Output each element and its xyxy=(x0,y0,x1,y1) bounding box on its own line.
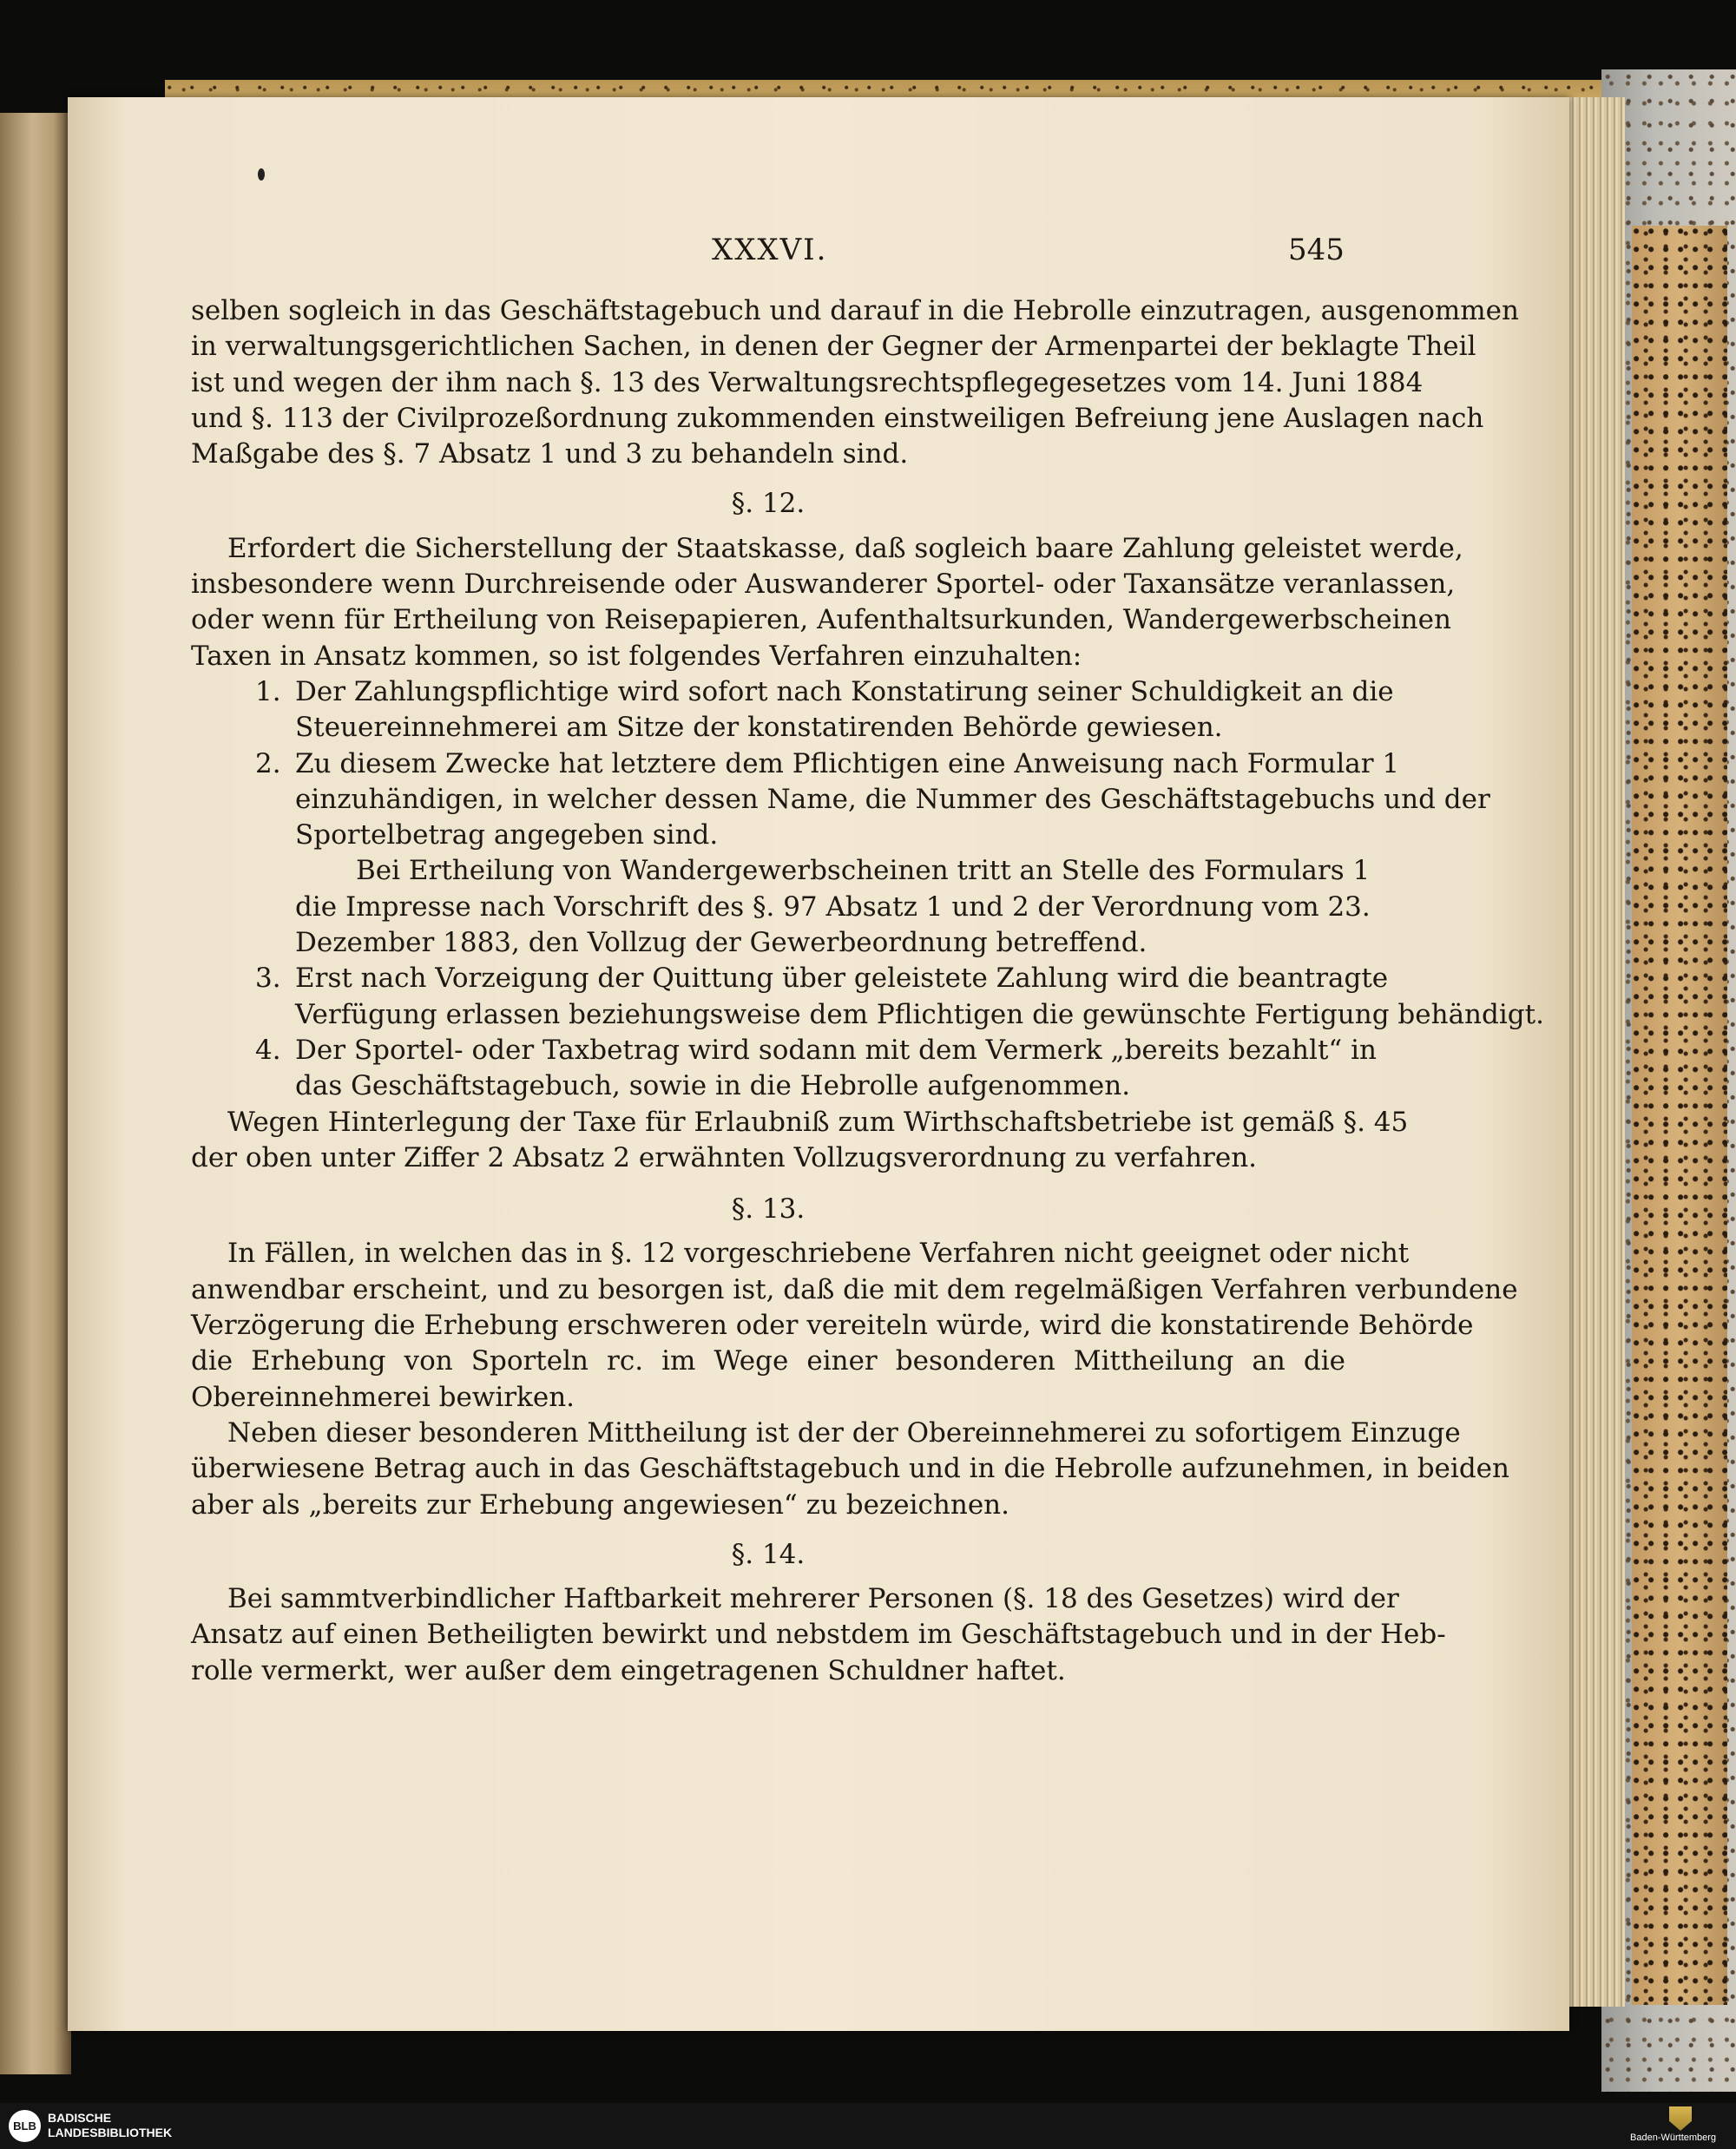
section-heading-14: §. 14. xyxy=(731,1538,806,1570)
text-line: Erfordert die Sicherstellung der Staatskasse, daß sogleich baare Zahlung geleistet werde, xyxy=(227,532,1463,564)
text-line: einzuhändigen, in welcher dessen Name, die Nummer des Geschäftstagebuchs und der xyxy=(295,783,1490,815)
text-line: rolle vermerkt, wer außer dem eingetragenen Schuldner haftet. xyxy=(191,1654,1066,1686)
marbled-cover-edge xyxy=(1632,226,1727,2005)
text-line: der oben unter Ziffer 2 Absatz 2 erwähnten Vollzugsverordnung zu verfahren. xyxy=(191,1141,1258,1173)
text-line: Taxen in Ansatz kommen, so ist folgendes Verfahren einzuhalten: xyxy=(191,640,1082,672)
list-item-3 xyxy=(191,961,1544,1033)
page-text xyxy=(191,293,1544,1689)
text-line: Erst nach Vorzeigung der Quittung über geleistete Zahlung wird die beantragte xyxy=(295,963,1389,995)
blb-logo-icon[interactable]: BLB xyxy=(9,2110,41,2142)
library-name[interactable] xyxy=(48,2111,172,2140)
text-line: selben sogleich in das Geschäftstagebuch und darauf in die Hebrolle einzutragen, ausgenommen xyxy=(191,295,1519,326)
text-line: die Erhebung von Sporteln rc. im Wege einer besonderen Mittheilung an die xyxy=(191,1345,1345,1377)
text-line: Bei sammtverbindlicher Haftbarkeit mehrerer Personen (§. 18 des Gesetzes) wird der xyxy=(227,1583,1399,1615)
state-label: Baden-Württemberg xyxy=(1630,2133,1717,2143)
list-item-4 xyxy=(191,1033,1377,1105)
text-line: Verfügung erlassen beziehungsweise dem Pflichtigen die gewünschte Fertigung behändigt. xyxy=(295,998,1544,1030)
text-line: Maßgabe des §. 7 Absatz 1 und 3 zu behandeln sind. xyxy=(191,438,909,470)
text-line: Bei Ertheilung von Wandergewerbscheinen tritt an Stelle des Formulars 1 xyxy=(356,855,1371,887)
ink-mark xyxy=(258,168,265,181)
list-number: 3. xyxy=(255,963,281,995)
chapter-header: XXXVI. xyxy=(712,233,828,267)
list-number: 1. xyxy=(255,675,281,707)
library-name-line-2: LANDESBIBLIOTHEK xyxy=(48,2126,173,2139)
text-line: Wegen Hinterlegung der Taxe für Erlaubniß zum Wirthschaftsbetriebe ist gemäß §. 45 xyxy=(227,1106,1409,1138)
list-item-1 xyxy=(191,674,1394,746)
text-line: Verzögerung die Erhebung erschweren oder vereiteln würde, wird die konstatirende Behörde xyxy=(191,1310,1474,1342)
text-line: Obereinnehmerei bewirken. xyxy=(191,1381,575,1413)
section-12-paragraph xyxy=(191,531,1463,674)
list-number: 2. xyxy=(255,747,281,779)
section-heading-12: §. 12. xyxy=(731,488,806,520)
text-line: überwiesene Betrag auch in das Geschäftstagebuch und in die Hebrolle aufzunehmen, in beiden xyxy=(191,1453,1509,1485)
text-line: in verwaltungsgerichtlichen Sachen, in denen der Gegner der Armenpartei der beklagte Theil xyxy=(191,331,1476,363)
page-stack-edge xyxy=(1562,97,1625,2007)
left-page-edge xyxy=(0,113,71,2074)
section-heading-13: §. 13. xyxy=(731,1193,806,1226)
list-item-2-subparagraph xyxy=(191,853,1371,961)
text-line: Dezember 1883, den Vollzug der Gewerbeordnung betreffend. xyxy=(295,927,1147,959)
text-line: Ansatz auf einen Betheiligten bewirkt und nebstdem im Geschäftstagebuch und in der Heb- xyxy=(191,1619,1446,1651)
library-footer-bar xyxy=(0,2103,1736,2149)
library-name-line-1: BADISCHE xyxy=(48,2111,112,2125)
text-line: das Geschäftstagebuch, sowie in die Hebrolle aufgenommen. xyxy=(295,1070,1131,1102)
list-item-2 xyxy=(191,746,1490,854)
section-13-paragraph-2 xyxy=(191,1416,1509,1523)
text-line: Der Zahlungspflichtige wird sofort nach Konstatirung seiner Schuldigkeit an die xyxy=(295,675,1394,707)
text-line: Der Sportel- oder Taxbetrag wird sodann mit dem Vermerk „bereits bezahlt“ in xyxy=(295,1034,1377,1066)
page-number: 545 xyxy=(1288,233,1345,267)
section-12-closing xyxy=(191,1105,1409,1177)
text-line: aber als „bereits zur Erhebung angewiesen“ zu bezeichnen. xyxy=(191,1489,1010,1521)
text-line: Zu diesem Zwecke hat letztere dem Pflichtigen eine Anweisung nach Formular 1 xyxy=(295,747,1400,779)
section-13-paragraph-1 xyxy=(191,1236,1518,1415)
text-line: die Impresse nach Vorschrift des §. 97 Absatz 1 und 2 der Verordnung vom 23. xyxy=(295,890,1371,923)
text-line: oder wenn für Ertheilung von Reisepapieren, Aufenthaltsurkunden, Wandergewerbscheinen xyxy=(191,604,1451,636)
list-number: 4. xyxy=(255,1034,281,1066)
text-line: Sportelbetrag angegeben sind. xyxy=(295,819,719,851)
text-line: ist und wegen der ihm nach §. 13 des Verwaltungsrechtspflegegesetzes vom 14. Juni 1884 xyxy=(191,366,1424,398)
intro-paragraph xyxy=(191,293,1519,472)
section-14-paragraph xyxy=(191,1581,1446,1689)
text-line: anwendbar erscheint, und zu besorgen ist, daß die mit dem regelmäßigen Verfahren verbundene xyxy=(191,1273,1518,1305)
text-line: und §. 113 der Civilprozeßordnung zukommenden einstweiligen Befreiung jene Auslagen nach xyxy=(191,402,1484,434)
text-line: In Fällen, in welchen das in §. 12 vorgeschriebene Verfahren nicht geeignet oder nicht xyxy=(227,1238,1410,1270)
text-line: insbesondere wenn Durchreisende oder Auswanderer Sportel- oder Taxansätze veranlassen, xyxy=(191,568,1456,601)
text-line: Steuereinnehmerei am Sitze der konstatirenden Behörde gewiesen. xyxy=(295,712,1223,744)
text-line: Neben dieser besonderen Mittheilung ist der der Obereinnehmerei zu sofortigem Einzuge xyxy=(227,1416,1461,1449)
